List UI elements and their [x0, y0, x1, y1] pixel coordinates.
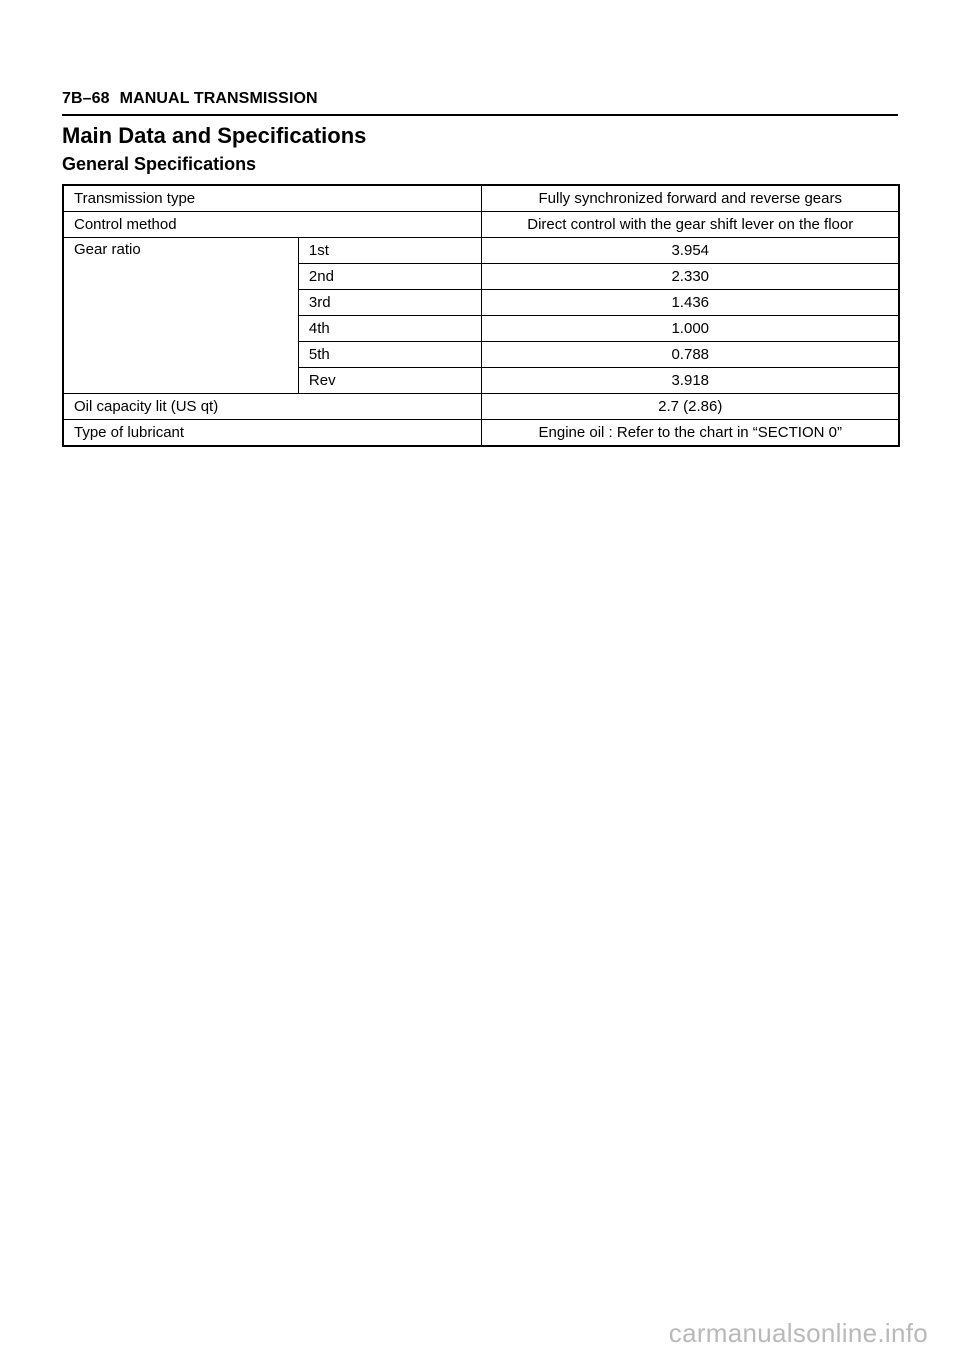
- gear-name: 5th: [298, 342, 482, 368]
- spec-value: 2.7 (2.86): [482, 394, 899, 420]
- gear-name: Rev: [298, 368, 482, 394]
- table-row: [63, 420, 899, 447]
- spec-label: Transmission type: [63, 185, 482, 212]
- gear-ratio-value: 0.788: [482, 342, 899, 368]
- gear-ratio-value: 1.000: [482, 316, 899, 342]
- gear-ratio-value: 3.918: [482, 368, 899, 394]
- spec-label: Gear ratio: [63, 238, 298, 394]
- spec-value: Direct control with the gear shift lever on the floor: [482, 212, 899, 238]
- table-row: [63, 185, 899, 212]
- gear-name: 4th: [298, 316, 482, 342]
- spec-label: Type of lubricant: [63, 420, 482, 447]
- gear-name: 3rd: [298, 290, 482, 316]
- spec-label: Oil capacity lit (US qt): [63, 394, 482, 420]
- section-title: MANUAL TRANSMISSION: [119, 90, 318, 107]
- watermark: carmanualsonline.info: [668, 1318, 928, 1348]
- spec-value: Engine oil : Refer to the chart in “SECTION 0”: [482, 420, 899, 447]
- section-subtitle: General Specifications: [62, 154, 257, 174]
- table-row: [63, 238, 899, 264]
- gear-ratio-value: 2.330: [482, 264, 899, 290]
- spec-label: Control method: [63, 212, 482, 238]
- section-code: 7B–68: [62, 90, 110, 107]
- gear-name: 1st: [298, 238, 482, 264]
- header-rule: [62, 114, 898, 116]
- gear-name: 2nd: [298, 264, 482, 290]
- table-row: [63, 212, 899, 238]
- gear-ratio-value: 1.436: [482, 290, 899, 316]
- spec-value: Fully synchronized forward and reverse gears: [482, 185, 899, 212]
- table-row: [63, 394, 899, 420]
- specifications-table: [62, 184, 900, 447]
- running-header: [62, 90, 318, 108]
- page-title: Main Data and Specifications: [62, 123, 367, 148]
- gear-ratio-value: 3.954: [482, 238, 899, 264]
